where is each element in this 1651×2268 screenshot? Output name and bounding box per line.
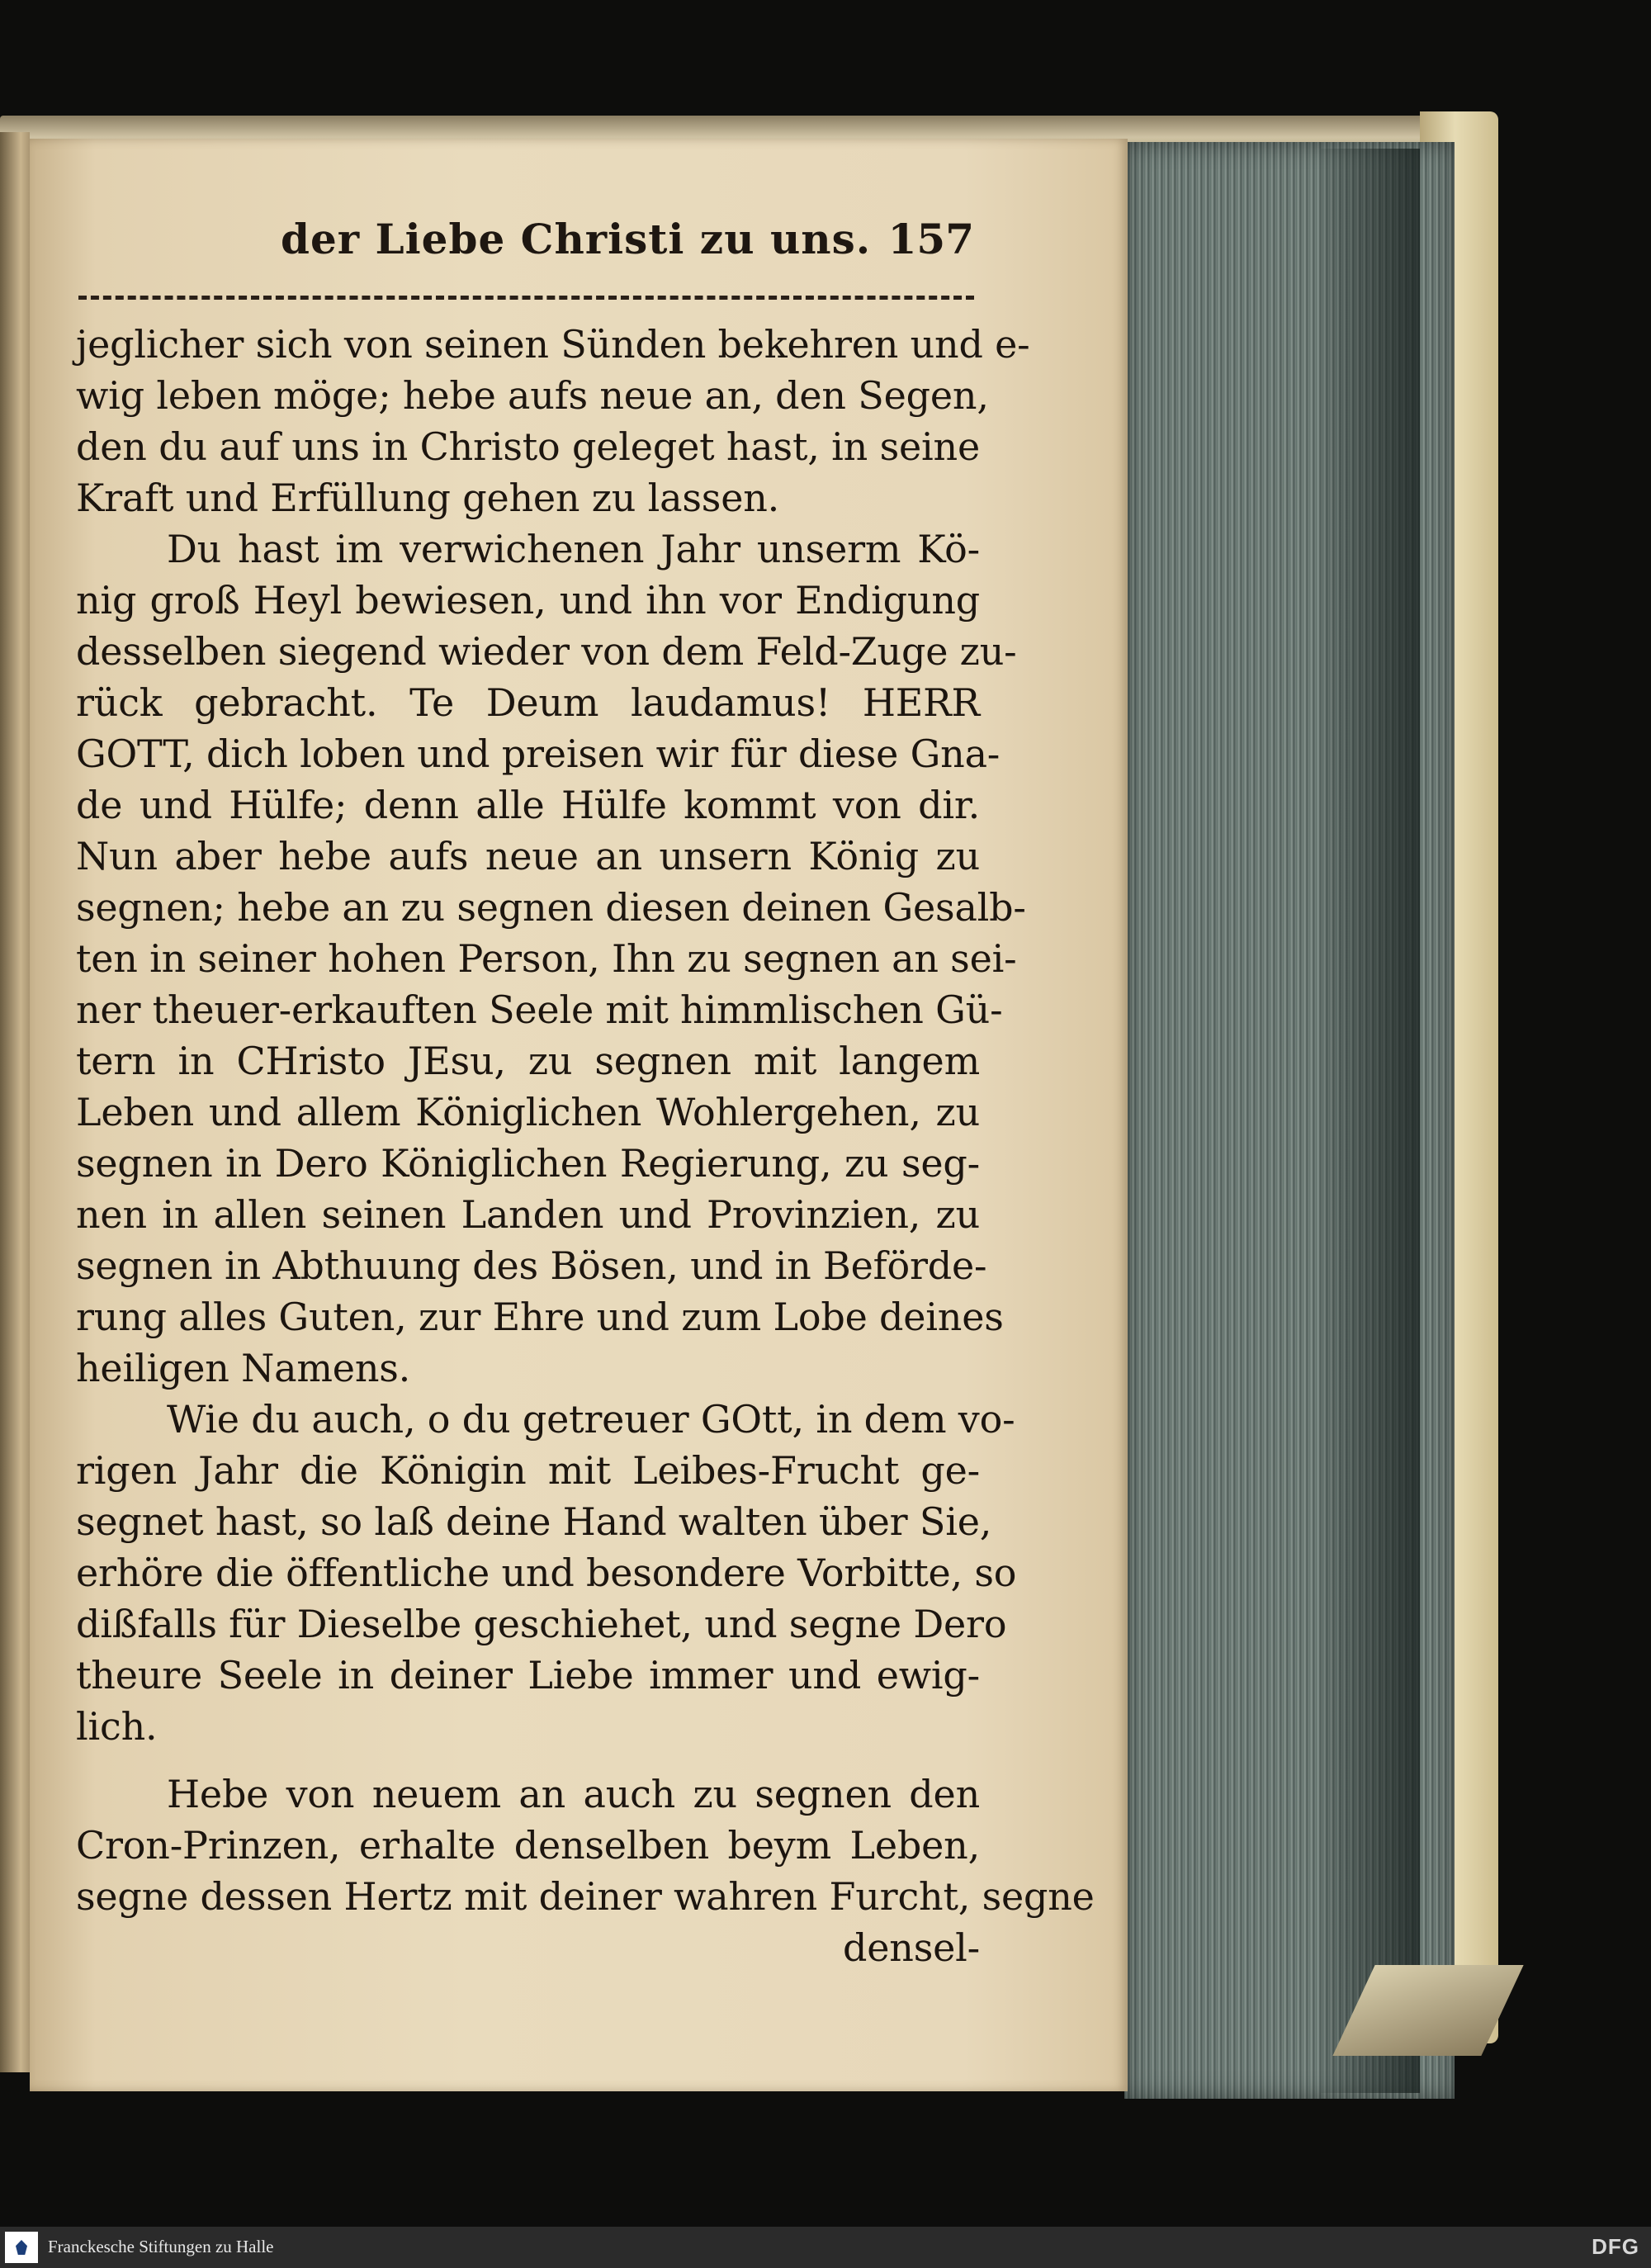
text-line: segnen in Dero Königlichen Regierung, zu seg- — [76, 1141, 980, 1186]
text-line: segnen in Abthuung des Bösen, und in Beförde- — [76, 1243, 987, 1288]
text-line: rung alles Guten, zur Ehre und zum Lobe deines — [76, 1295, 1004, 1339]
text-line: segnet hast, so laß deine Hand walten über Sie, — [76, 1499, 992, 1544]
logo-mark — [16, 2240, 27, 2255]
institution-logo-icon — [5, 2232, 38, 2263]
paragraph-gap — [76, 1752, 980, 1768]
text-line: Wie du auch, o du getreuer GOtt, in dem vo- — [167, 1397, 1015, 1442]
text-line: tern in CHristo JEsu, zu segnen mit langem — [76, 1039, 980, 1083]
text-line: Du hast im verwichenen Jahr unserm Kö- — [167, 527, 980, 571]
text-line: segnen; hebe an zu segnen diesen deinen Gesalb- — [76, 885, 1026, 930]
text-line: erhöre die öffentliche und besondere Vorbitte, so — [76, 1551, 1017, 1595]
text-line: Cron-Prinzen, erhalte denselben beym Leben, — [76, 1823, 980, 1868]
head-rule — [78, 296, 974, 300]
text-line: rück gebracht. Te Deum laudamus! HERR — [76, 680, 980, 725]
text-line: ten in seiner hohen Person, Ihn zu segnen an sei- — [76, 936, 1017, 981]
page-body-text — [76, 319, 1095, 1973]
footer-institution: Franckesche Stiftungen zu Halle — [48, 2237, 274, 2256]
page-block-shadow — [1321, 149, 1420, 2093]
text-line: GOTT, dich loben und preisen wir für diese Gna- — [76, 732, 1001, 776]
text-line: theure Seele in deiner Liebe immer und ewig- — [76, 1653, 980, 1697]
page-number: 157 — [887, 215, 974, 263]
text-line: segne dessen Hertz mit deiner wahren Furcht, segne — [76, 1874, 1095, 1919]
text-line: desselben siegend wieder von dem Feld-Zuge zu- — [76, 629, 1017, 674]
dfg-logo: DFG — [1592, 2234, 1639, 2259]
text-line: Hebe von neuem an auch zu segnen den — [167, 1772, 980, 1816]
text-line: wig leben möge; hebe aufs neue an, den Segen, — [76, 373, 989, 418]
text-line: Nun aber hebe aufs neue an unsern König zu — [76, 834, 980, 878]
running-head-title: der Liebe Christi zu uns. — [281, 215, 872, 263]
running-head — [78, 215, 974, 281]
text-line: nig groß Heyl bewiesen, und ihn vor Endigung — [76, 578, 980, 623]
text-line: de und Hülfe; denn alle Hülfe kommt von dir. — [76, 783, 980, 827]
text-line: nen in allen seinen Landen und Provinzien, zu — [76, 1192, 980, 1237]
text-line: rigen Jahr die Königin mit Leibes-Frucht ge- — [76, 1448, 980, 1493]
text-line: dißfalls für Dieselbe geschiehet, und segne Dero — [76, 1602, 1007, 1646]
text-line: jeglicher sich von seinen Sünden bekehren und e- — [76, 322, 1030, 367]
left-page-edge — [0, 132, 30, 2072]
text-line: lich. — [76, 1704, 158, 1749]
catchword: densel- — [843, 1925, 980, 1970]
text-line: den du auf uns in Christo geleget hast, in seine — [76, 424, 980, 469]
text-line: Kraft und Erfüllung gehen zu lassen. — [76, 476, 780, 520]
text-line: Leben und allem Königlichen Wohlergehen, zu — [76, 1090, 980, 1134]
text-line: heiligen Namens. — [76, 1346, 411, 1390]
text-line: ner theuer-erkauften Seele mit himmlischen Gü- — [76, 987, 1003, 1032]
footer-bar — [0, 2227, 1651, 2268]
